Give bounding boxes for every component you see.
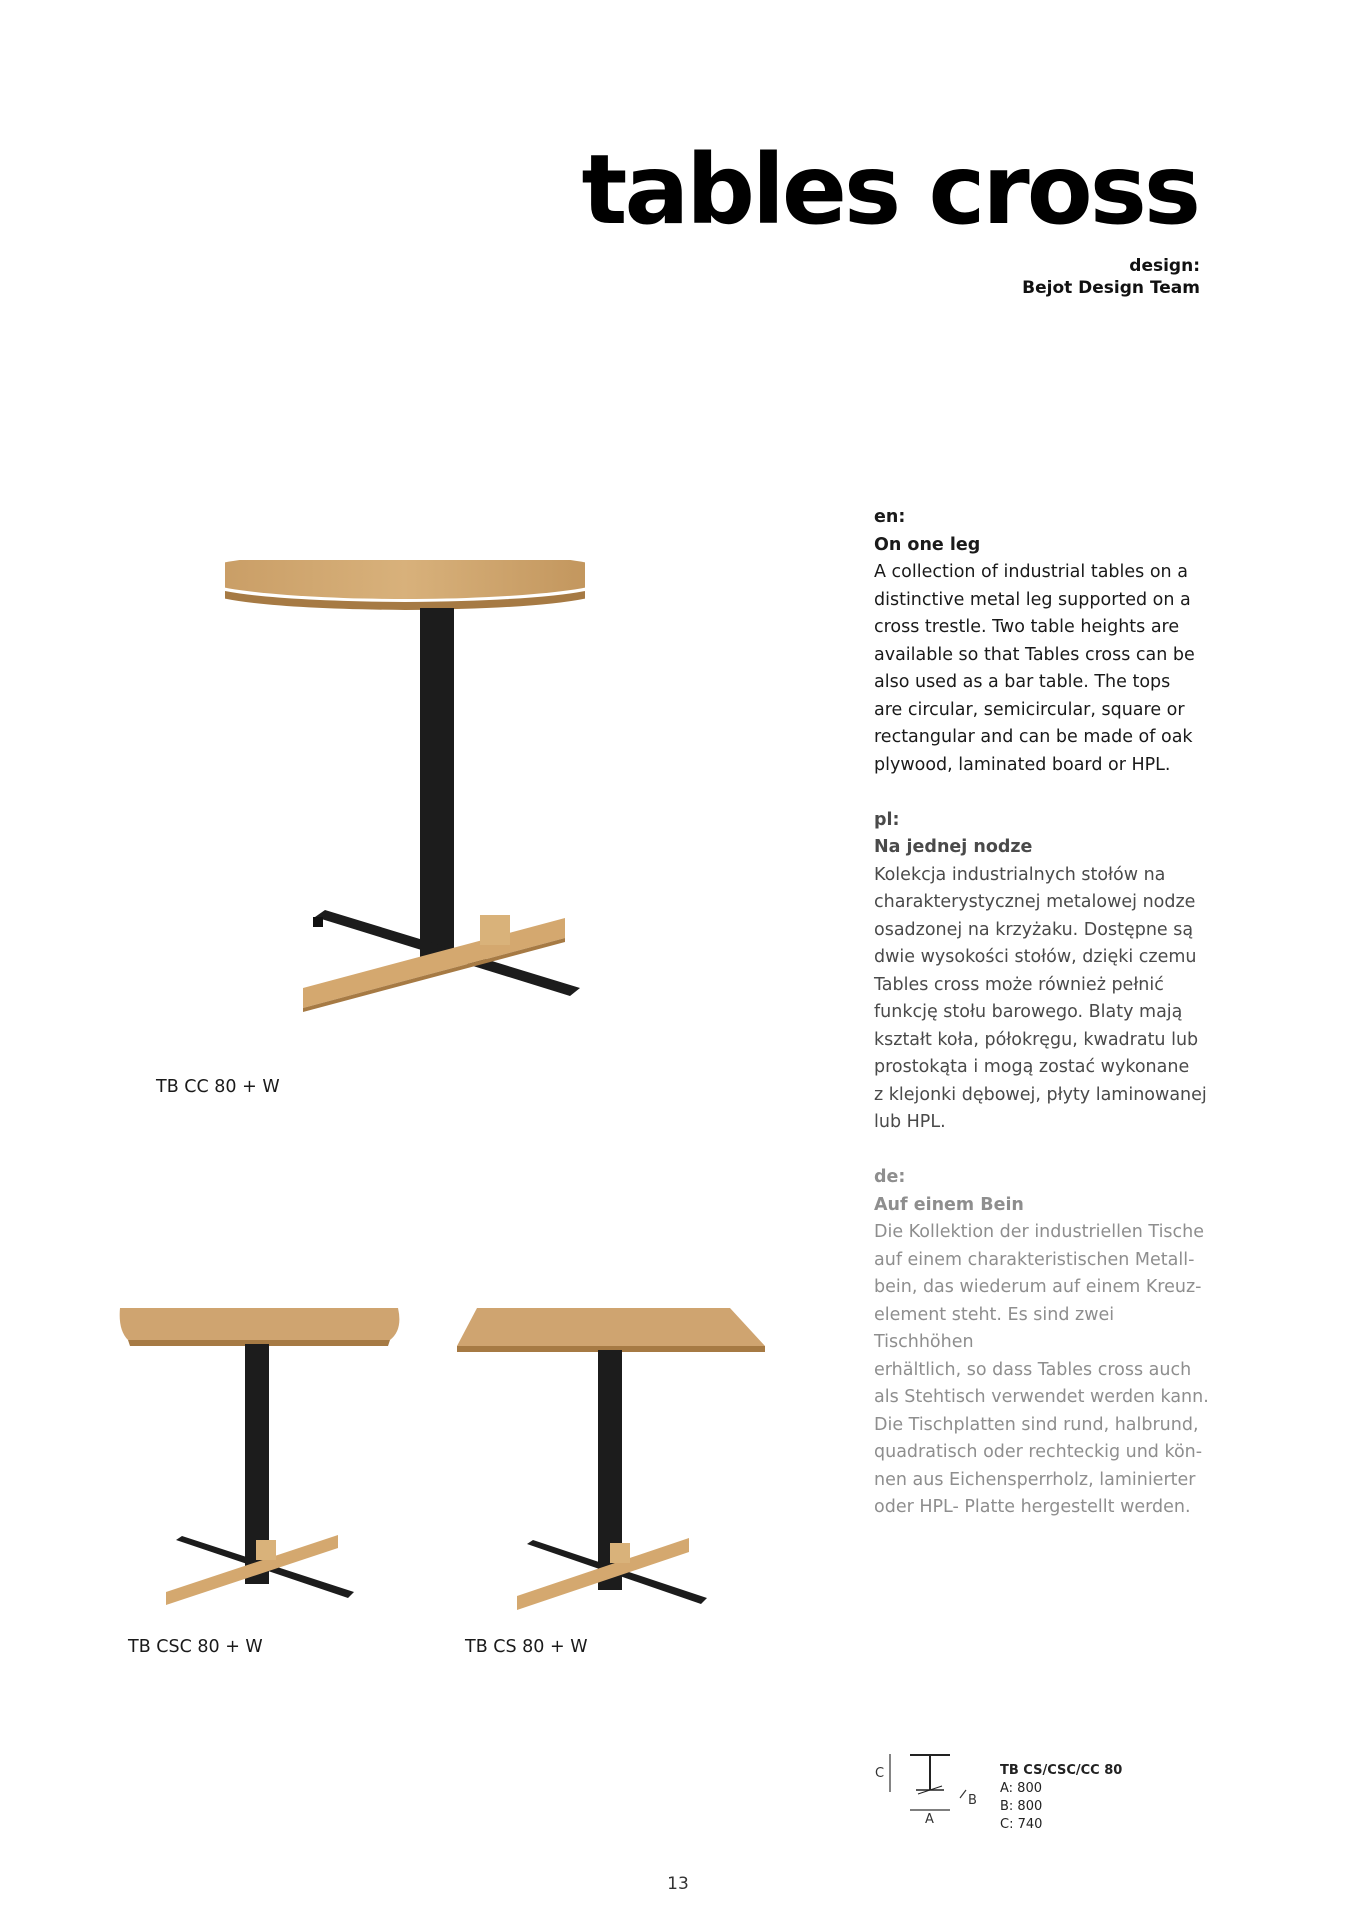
- design-team: Bejot Design Team: [1022, 278, 1200, 298]
- tabletop: [457, 1308, 765, 1346]
- design-label: design:: [1129, 256, 1200, 276]
- text-line: Die Kollektion der industriellen Tische: [874, 1222, 1205, 1242]
- spec-a: A: 800: [1000, 1781, 1042, 1796]
- dimension-diagram: [888, 1752, 968, 1814]
- description-subtitle: Na jednej nodze: [874, 837, 1033, 857]
- page-number: 13: [667, 1874, 689, 1894]
- text-line: nen aus Eichensperrholz, laminierter: [874, 1469, 1196, 1490]
- tabletop: [120, 1308, 400, 1340]
- spec-b: B: 800: [1000, 1799, 1043, 1814]
- product-image-square-table: [455, 1300, 775, 1610]
- product-image-round-table: [225, 560, 585, 1020]
- dimension-label-a: A: [925, 1812, 934, 1827]
- text-line: prostokąta i mogą zostać wykonane: [874, 1057, 1190, 1077]
- dimension-label-c: C: [875, 1766, 885, 1781]
- tabletop: [225, 560, 585, 599]
- page-title: tables cross: [581, 134, 1198, 246]
- text-line: available so that Tables cross can be: [874, 644, 1195, 665]
- text-line: quadratisch oder rechteckig und kön-: [874, 1442, 1203, 1462]
- text-line: element steht. Es sind zwei Tischhöhen: [874, 1304, 1115, 1352]
- text-line: osadzonej na krzyżaku. Dostępne są: [874, 919, 1194, 940]
- lang-label: en:: [874, 507, 906, 527]
- description-en: [874, 504, 1214, 779]
- spec-block: [1000, 1762, 1122, 1834]
- description-pl: [874, 807, 1214, 1137]
- text-line: Tables cross może również pełnić: [874, 974, 1164, 995]
- spec-c: C: 740: [1000, 1817, 1043, 1832]
- text-line: distinctive metal leg supported on a: [874, 589, 1191, 610]
- dimension-label-b: B: [968, 1793, 977, 1808]
- text-line: z klejonki dębowej, płyty laminowanej: [874, 1084, 1207, 1105]
- text-line: oder HPL- Platte hergestellt werden.: [874, 1497, 1191, 1517]
- text-line: als Stehtisch verwendet werden kann.: [874, 1387, 1209, 1407]
- text-line: plywood, laminated board or HPL.: [874, 754, 1171, 775]
- text-line: cross trestle. Two table heights are: [874, 617, 1180, 637]
- text-line: lub HPL.: [874, 1112, 946, 1132]
- spec-code: TB CS/CSC/CC 80: [1000, 1763, 1123, 1778]
- text-line: A collection of industrial tables on a: [874, 562, 1188, 582]
- table-leg: [420, 608, 454, 958]
- lang-label: pl:: [874, 809, 900, 830]
- text-line: kształt koła, półokręgu, kwadratu lub: [874, 1029, 1199, 1050]
- text-line: dwie wysokości stołów, dzięki czemu: [874, 947, 1197, 967]
- text-line: are circular, semicircular, square or: [874, 699, 1185, 720]
- text-line: charakterystycznej metalowej nodze: [874, 892, 1196, 912]
- text-line: Die Tischplatten sind rund, halbrund,: [874, 1414, 1199, 1435]
- design-credit: [1022, 255, 1200, 299]
- text-line: bein, das wiederum auf einem Kreuz-: [874, 1277, 1202, 1297]
- description-de: [874, 1164, 1214, 1522]
- text-line: erhältlich, so dass Tables cross auch: [874, 1359, 1192, 1380]
- product-image-semicircular-table: [118, 1300, 408, 1610]
- lang-label: de:: [874, 1167, 906, 1187]
- description-column: [874, 504, 1214, 1549]
- text-line: rectangular and can be made of oak: [874, 727, 1193, 747]
- text-line: also used as a bar table. The tops: [874, 672, 1171, 692]
- description-subtitle: Auf einem Bein: [874, 1194, 1024, 1215]
- product-caption: TB CC 80 + W: [156, 1077, 280, 1097]
- text-line: auf einem charakteristischen Metall-: [874, 1249, 1195, 1270]
- text-line: funkcję stołu barowego. Blaty mają: [874, 1002, 1183, 1022]
- product-caption: TB CSC 80 + W: [128, 1637, 263, 1657]
- description-subtitle: On one leg: [874, 534, 981, 555]
- text-line: Kolekcja industrialnych stołów na: [874, 864, 1166, 885]
- product-caption: TB CS 80 + W: [465, 1637, 588, 1657]
